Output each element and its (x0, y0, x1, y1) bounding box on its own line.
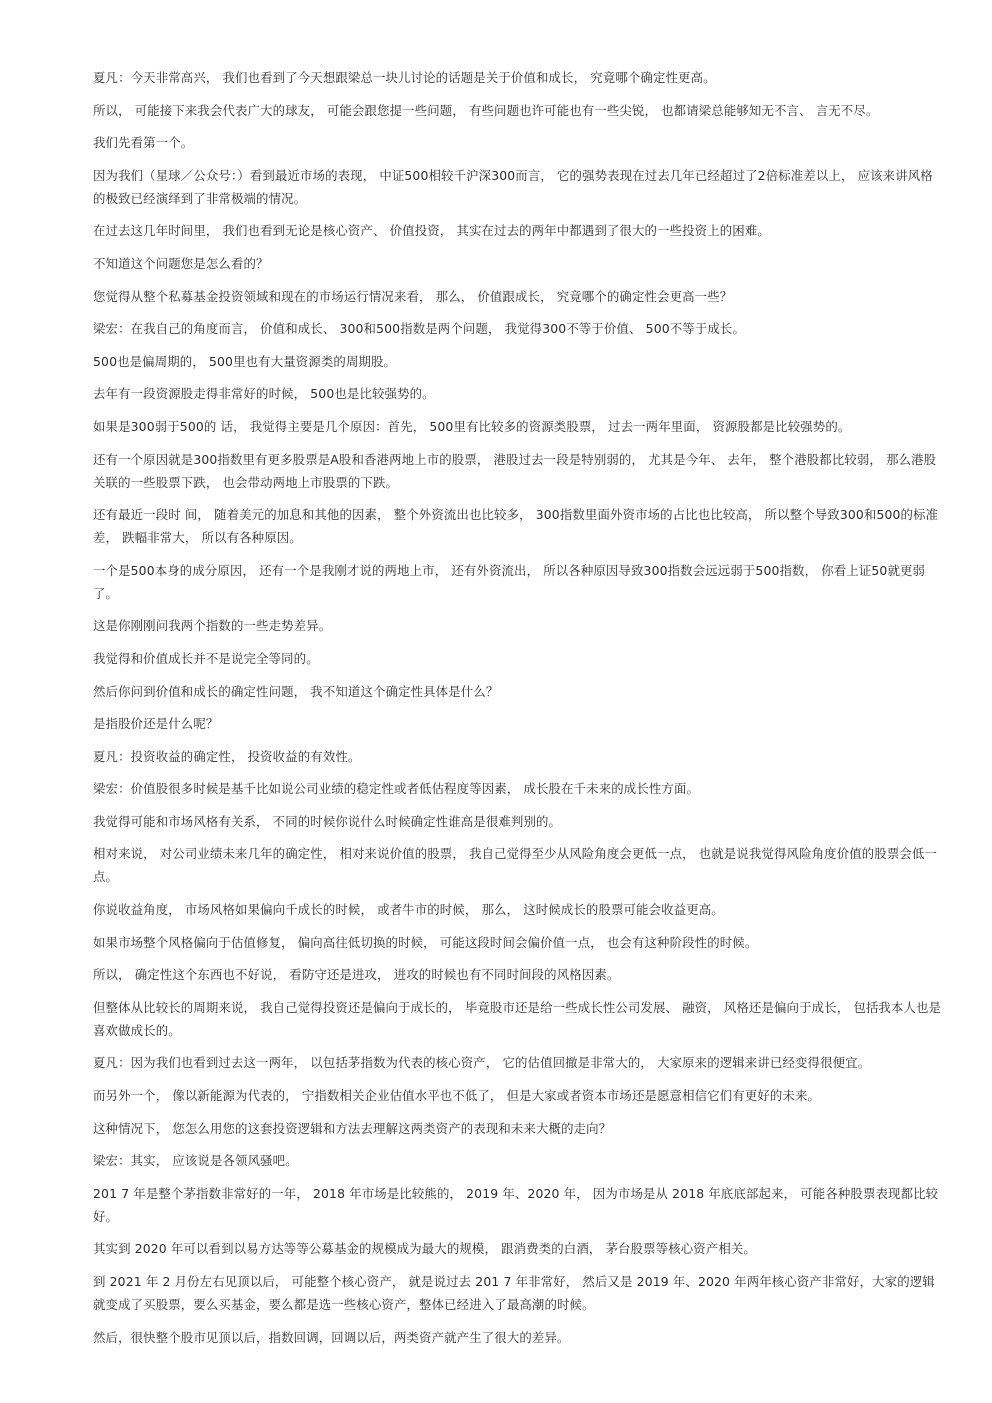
paragraph: 我们先看第一个。 (93, 135, 194, 151)
paragraph: 是指股价还是什么呢？ (93, 716, 219, 732)
paragraph: 所以， 可能接下来我会代表广大的球友， 可能会跟您提一些问题， 有些问题也许可能也有一些尖锐， 也都请梁总能够知无不言、 言无不尽。 (93, 102, 879, 118)
paragraph: 去年有一段资源股走得非常好的时候， 500也是比较强势的。 (93, 386, 435, 402)
paragraph: 还有最近一段时 间， 随着美元的加息和其他的因素， 整个外资流出也比较多， 300指数里面外资市场的占比也比较高， 所以整个导致300和500的标准差， 跌幅非常大， 所以有各种原因。 (93, 507, 939, 546)
paragraph: 如果是300弱于500的 话， 我觉得主要是几个原因：首先， 500里有比较多的资源类股票， 过去一两年里面， 资源股都是比较强势的。 (93, 418, 851, 434)
paragraph: 梁宏：价值股很多时候是基千比如说公司业绩的稳定性或者低估程度等因素， 成长股在千未来的成长性方面。 (93, 781, 700, 797)
paragraph: 我觉得和价值成长并不是说完全等同的。 (93, 650, 319, 666)
paragraph: 这是你刚刚问我两个指数的一些走势差异。 (93, 618, 332, 634)
paragraph: 还有一个原因就是300指数里有更多股票是A股和香港两地上市的股票， 港股过去一段是特别弱的， 尤其是今年、 去年， 整个港股都比较弱， 那么港股关联的一些股票下跌， 也会带动两地上市股票的下跌。 (93, 451, 937, 490)
paragraph: 一个是500本身的成分原因， 还有一个是我刚才说的两地上市， 还有外资流出， 所以各种原因导致300指数会远远弱于500指数， 你看上证50就更弱了。 (93, 562, 926, 601)
paragraph: 201 7 年是整个茅指数非常好的一年， 2018 年市场是比较熊的， 2019 年、2020 年， 因为市场是从 2018 年底底部起来， 可能各种股票表现都比较好。 (93, 1185, 939, 1224)
paragraph: 在过去这几年时间里， 我们也看到无论是核心资产、 价值投资， 其实在过去的两年中都遇到了很大的一些投资上的困难。 (93, 223, 770, 239)
paragraph: 如果市场整个风格偏向于估值修复， 偏向高往低切换的时候， 可能这段时间会偏价值一点， 也会有这种阶段性的时候。 (93, 934, 758, 950)
paragraph: 其实到 2020 年可以看到以易方达等等公募基金的规模成为最大的规模， 跟消费类的白酒， 茅台股票等核心资产相关。 (93, 1241, 756, 1257)
paragraph: 而另外一个， 像以新能源为代表的， 宁指数相关企业估值水平也不低了， 但是大家或者资本市场还是愿意相信它们有更好的未来。 (93, 1088, 821, 1104)
paragraph: 因为我们（星球／公众号：）看到最近市场的表现， 中证500相较千沪深300而言， 它的强势表现在过去几年已经超过了2倍标准差以上， 应该来讲风格的极致已经演绎到了非常极端的情况。 (93, 167, 933, 206)
paragraph: 您觉得从整个私募基金投资领域和现在的市场运行情况来看， 那么， 价值跟成长， 究竟哪个的确定性会更高一些？ (93, 288, 733, 304)
paragraph: 梁宏：在我自己的角度而言， 价值和成长、 300和500指数是两个问题， 我觉得300不等于价值、 500不等于成长。 (93, 321, 745, 337)
paragraph: 梁宏：其实， 应该说是各领风骚吧。 (93, 1153, 298, 1169)
paragraph: 到 2021 年 2 月份左右见顶以后， 可能整个核心资产， 就是说过去 201 7 年非常好， 然后又是 2019 年、2020 年两年核心资产非常好，大家的逻辑就变成了买股票，要么买基金，要么都是选一些核心资产，整体已经进入了最高潮的时候。 (93, 1274, 935, 1312)
document-body (93, 66, 942, 1349)
paragraph: 夏凡：因为我们也看到过去这一两年， 以包括茅指数为代表的核心资产， 它的估值回撤是非常大的， 大家原来的逻辑来讲已经变得很便宜。 (93, 1055, 871, 1071)
paragraph: 不知道这个问题您是怎么看的？ (93, 255, 269, 271)
paragraph: 但整体从比较长的周期来说， 我自己觉得投资还是偏向于成长的， 毕竟股市还是给一些成长性公司发展、 融资， 风格还是偏向于成长， 包括我本人也是喜欢做成长的。 (93, 999, 942, 1038)
paragraph: 然后你问到价值和成长的确定性问题， 我不知道这个确定性具体是什么？ (93, 683, 499, 699)
paragraph: 我觉得可能和市场风格有关系， 不同的时候你说什么时候确定性谁高是很难判别的。 (93, 813, 562, 829)
paragraph: 夏凡：今天非常高兴， 我们也看到了今天想跟梁总一块儿讨论的话题是关于价值和成长， 究竟哪个确定性更高。 (93, 70, 716, 85)
paragraph: 你说收益角度， 市场风格如果偏向千成长的时候， 或者牛市的时候， 那么， 这时候成长的股票可能会收益更高。 (93, 902, 724, 918)
paragraph: 然后，很快整个股市见顶以后，指数回调，回调以后，两类资产就产生了很大的差异。 (93, 1329, 570, 1345)
paragraph: 所以， 确定性这个东西也不好说， 看防守还是进攻， 进攻的时候也有不同时间段的风格因素。 (93, 967, 620, 983)
paragraph: 相对来说， 对公司业绩未来几年的确定性， 相对来说价值的股票， 我自己觉得至少从风险角度会更低一点， 也就是说我觉得风险角度价值的股票会低一点。 (93, 846, 938, 885)
paragraph: 这种情况下， 您怎么用您的这套投资逻辑和方法去理解这两类资产的表现和未来大概的走向？ (93, 1120, 612, 1136)
paragraph: 500也是偏周期的， 500里也有大量资源类的周期股。 (93, 353, 397, 369)
paragraph: 夏凡：投资收益的确定性， 投资收益的有效性。 (93, 748, 361, 764)
